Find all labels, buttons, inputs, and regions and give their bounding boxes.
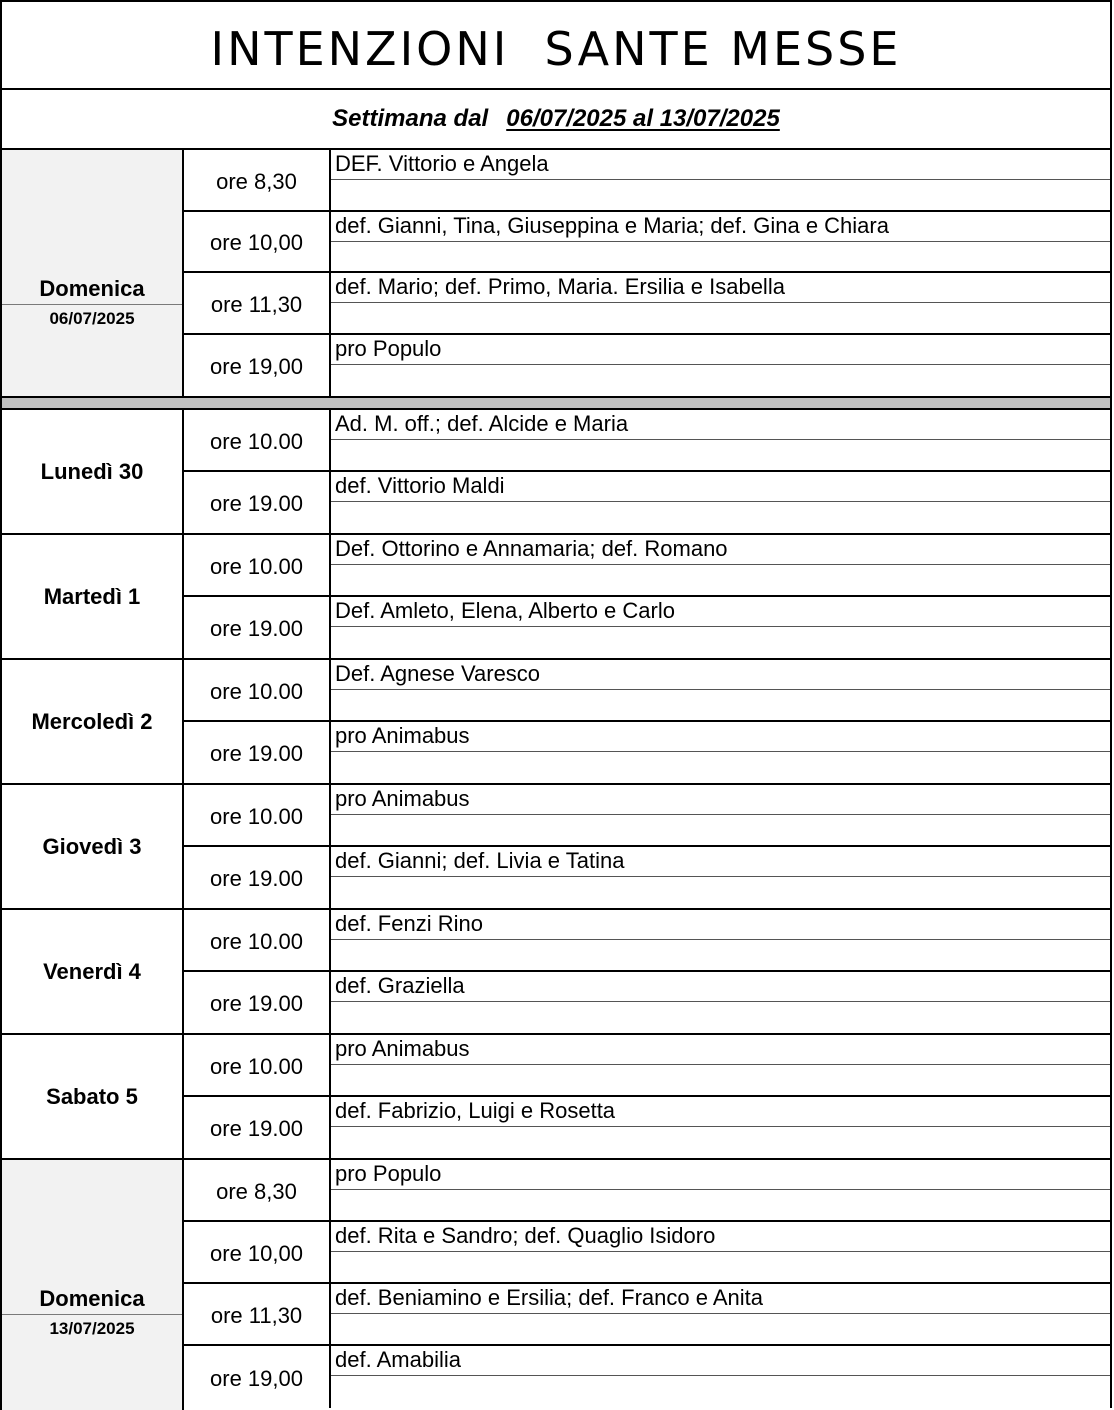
day-block-weekday — [2, 785, 1112, 910]
intention-cell — [331, 1222, 1112, 1282]
mass-time: ore 19.00 — [184, 1097, 331, 1158]
intention-blank-line — [331, 440, 1110, 470]
mass-slot — [184, 212, 1112, 274]
intention-cell — [331, 972, 1112, 1033]
intention-cell — [331, 335, 1112, 396]
mass-time: ore 10.00 — [184, 660, 331, 720]
intention-cell — [331, 1160, 1112, 1220]
intention-blank-line — [331, 690, 1110, 720]
day-block-weekday — [2, 660, 1112, 785]
mass-slots — [184, 1035, 1112, 1158]
mass-time: ore 10.00 — [184, 410, 331, 470]
mass-slot — [184, 335, 1112, 396]
intention-cell — [331, 910, 1112, 970]
intention-cell — [331, 1035, 1112, 1095]
intention-blank-line — [331, 565, 1110, 595]
mass-slots — [184, 660, 1112, 783]
mass-time: ore 19.00 — [184, 722, 331, 783]
mass-time: ore 11,30 — [184, 273, 331, 333]
mass-slot — [184, 722, 1112, 783]
mass-intention: Def. Ottorino e Annamaria; def. Romano — [331, 535, 1110, 565]
mass-slot — [184, 1160, 1112, 1222]
intention-blank-line — [331, 1002, 1110, 1033]
mass-slot — [184, 410, 1112, 472]
day-name: Sabato 5 — [2, 1035, 184, 1158]
separator-bar — [2, 398, 1112, 410]
intention-blank-line — [331, 365, 1110, 396]
mass-time: ore 10,00 — [184, 212, 331, 272]
mass-intention: Ad. M. off.; def. Alcide e Maria — [331, 410, 1110, 440]
intention-cell — [331, 273, 1112, 333]
title-row — [2, 0, 1112, 90]
intention-cell — [331, 1097, 1112, 1158]
mass-slot — [184, 597, 1112, 658]
mass-slot — [184, 1284, 1112, 1346]
mass-slot — [184, 972, 1112, 1033]
week-range: 06/07/2025 al 13/07/2025 — [506, 105, 780, 132]
day-block-first-sunday — [2, 150, 1112, 398]
day-block-weekday — [2, 1035, 1112, 1160]
mass-intention: def. Fenzi Rino — [331, 910, 1110, 940]
mass-slot — [184, 1346, 1112, 1408]
intention-blank-line — [331, 1252, 1110, 1282]
mass-intention: def. Mario; def. Primo, Maria. Ersilia e Isabella — [331, 273, 1110, 303]
intention-blank-line — [331, 1065, 1110, 1095]
mass-slots — [184, 785, 1112, 908]
mass-slot — [184, 785, 1112, 847]
intention-blank-line — [331, 1376, 1110, 1408]
day-cell-last-sunday — [2, 1160, 184, 1410]
mass-slot — [184, 1035, 1112, 1097]
intention-blank-line — [331, 303, 1110, 333]
intention-cell — [331, 535, 1112, 595]
intention-blank-line — [331, 242, 1110, 272]
mass-slot — [184, 910, 1112, 972]
intention-cell — [331, 785, 1112, 845]
mass-slots — [184, 910, 1112, 1033]
mass-slot — [184, 1222, 1112, 1284]
mass-time: ore 19.00 — [184, 847, 331, 908]
intention-blank-line — [331, 1190, 1110, 1220]
mass-time: ore 10.00 — [184, 535, 331, 595]
intention-cell — [331, 472, 1112, 533]
mass-time: ore 19.00 — [184, 972, 331, 1033]
mass-intention: def. Gianni, Tina, Giuseppina e Maria; def. Gina e Chiara — [331, 212, 1110, 242]
mass-slots — [184, 1160, 1112, 1410]
mass-time: ore 11,30 — [184, 1284, 331, 1344]
mass-intention: def. Amabilia — [331, 1346, 1110, 1376]
intention-blank-line — [331, 502, 1110, 533]
day-name: Mercoledì 2 — [2, 660, 184, 783]
mass-intention: pro Populo — [331, 1160, 1110, 1190]
intention-blank-line — [331, 940, 1110, 970]
intention-cell — [331, 1284, 1112, 1344]
mass-slot — [184, 273, 1112, 335]
mass-slots — [184, 410, 1112, 533]
day-name: Giovedì 3 — [2, 785, 184, 908]
day-name: Domenica — [2, 274, 182, 305]
day-cell-first-sunday — [2, 150, 184, 396]
intention-cell — [331, 150, 1112, 210]
mass-time: ore 19,00 — [184, 1346, 331, 1408]
intention-blank-line — [331, 180, 1110, 210]
day-block-weekday — [2, 910, 1112, 1035]
mass-slots — [184, 150, 1112, 396]
mass-time: ore 19.00 — [184, 472, 331, 533]
mass-time: ore 10.00 — [184, 910, 331, 970]
day-name: Martedì 1 — [2, 535, 184, 658]
mass-intention: def. Vittorio Maldi — [331, 472, 1110, 502]
day-block-weekday — [2, 535, 1112, 660]
intention-cell — [331, 410, 1112, 470]
intention-cell — [331, 1346, 1112, 1408]
mass-slots — [184, 535, 1112, 658]
intention-blank-line — [331, 877, 1110, 908]
intention-cell — [331, 660, 1112, 720]
intention-cell — [331, 847, 1112, 908]
intention-blank-line — [331, 627, 1110, 658]
mass-intention: Def. Amleto, Elena, Alberto e Carlo — [331, 597, 1110, 627]
mass-intention: def. Graziella — [331, 972, 1110, 1002]
intention-blank-line — [331, 1127, 1110, 1158]
mass-intention: pro Populo — [331, 335, 1110, 365]
mass-intention: pro Animabus — [331, 1035, 1110, 1065]
intention-blank-line — [331, 815, 1110, 845]
day-name: Lunedì 30 — [2, 410, 184, 533]
mass-slot — [184, 472, 1112, 533]
mass-time: ore 10.00 — [184, 785, 331, 845]
mass-time: ore 10,00 — [184, 1222, 331, 1282]
intention-blank-line — [331, 1314, 1110, 1344]
day-date: 13/07/2025 — [49, 1319, 135, 1338]
day-block-last-sunday — [2, 1160, 1112, 1410]
mass-intention: pro Animabus — [331, 722, 1110, 752]
mass-slot — [184, 847, 1112, 908]
mass-intention: def. Gianni; def. Livia e Tatina — [331, 847, 1110, 877]
mass-time: ore 19,00 — [184, 335, 331, 396]
mass-slot — [184, 1097, 1112, 1158]
mass-slot — [184, 535, 1112, 597]
mass-time: ore 8,30 — [184, 1160, 331, 1220]
mass-intention: pro Animabus — [331, 785, 1110, 815]
intention-cell — [331, 597, 1112, 658]
mass-slot — [184, 150, 1112, 212]
intention-cell — [331, 212, 1112, 272]
day-block-weekday — [2, 410, 1112, 535]
mass-intention: def. Beniamino e Ersilia; def. Franco e Anita — [331, 1284, 1110, 1314]
mass-time: ore 19.00 — [184, 597, 331, 658]
intention-blank-line — [331, 752, 1110, 783]
mass-intention: DEF. Vittorio e Angela — [331, 150, 1110, 180]
mass-slot — [184, 660, 1112, 722]
mass-time: ore 8,30 — [184, 150, 331, 210]
day-name: Domenica — [2, 1284, 182, 1315]
mass-intention: Def. Agnese Varesco — [331, 660, 1110, 690]
page-title: INTENZIONI SANTE MESSE — [210, 22, 902, 76]
day-date: 06/07/2025 — [49, 309, 135, 328]
mass-intention: def. Fabrizio, Luigi e Rosetta — [331, 1097, 1110, 1127]
intention-cell — [331, 722, 1112, 783]
week-row — [2, 90, 1112, 150]
mass-intention: def. Rita e Sandro; def. Quaglio Isidoro — [331, 1222, 1110, 1252]
mass-time: ore 10.00 — [184, 1035, 331, 1095]
day-name: Venerdì 4 — [2, 910, 184, 1033]
week-label: Settimana dal — [332, 105, 489, 132]
